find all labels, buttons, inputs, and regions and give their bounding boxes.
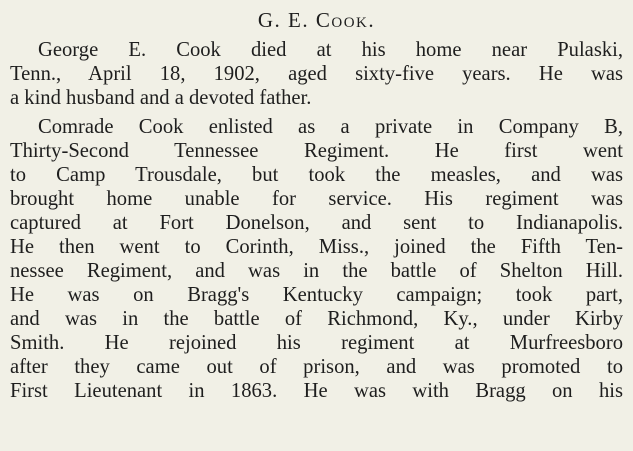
paragraph-1-line-3: a kind husband and a devoted father. — [10, 87, 312, 109]
paragraph-1-line-2: Tenn., April 18, 1902, aged sixty-five years. He was — [10, 63, 623, 85]
paragraph-2-line-3: to Camp Trousdale, but took the measles, and was — [10, 164, 623, 186]
paragraph-2-line-10: Smith. He rejoined his regiment at Murfreesboro — [10, 332, 623, 354]
paragraph-2-line-6: He then went to Corinth, Miss., joined the Fifth Ten- — [10, 236, 623, 258]
paragraph-2-line-1: Comrade Cook enlisted as a private in Company B, — [38, 116, 623, 138]
paragraph-2-line-2: Thirty-Second Tennessee Regiment. He first went — [10, 140, 623, 162]
paragraph-2-line-11: after they came out of prison, and was promoted to — [10, 356, 623, 378]
paragraph-2-line-5: captured at Fort Donelson, and sent to Indianapolis. — [10, 212, 623, 234]
paragraph-2-line-7: nessee Regiment, and was in the battle of Shelton Hill. — [10, 260, 623, 282]
paragraph-2-line-12: First Lieutenant in 1863. He was with Bragg on his — [10, 380, 623, 402]
article-title — [0, 8, 633, 33]
paragraph-2-line-8: He was on Bragg's Kentucky campaign; took part, — [10, 284, 623, 306]
paragraph-2-line-9: and was in the battle of Richmond, Ky., under Kirby — [10, 308, 623, 330]
paragraph-2-line-4: brought home unable for service. His regiment was — [10, 188, 623, 210]
article-title-text: G. E. Cook. — [257, 8, 376, 32]
paragraph-1-line-1: George E. Cook died at his home near Pulaski, — [38, 39, 623, 61]
